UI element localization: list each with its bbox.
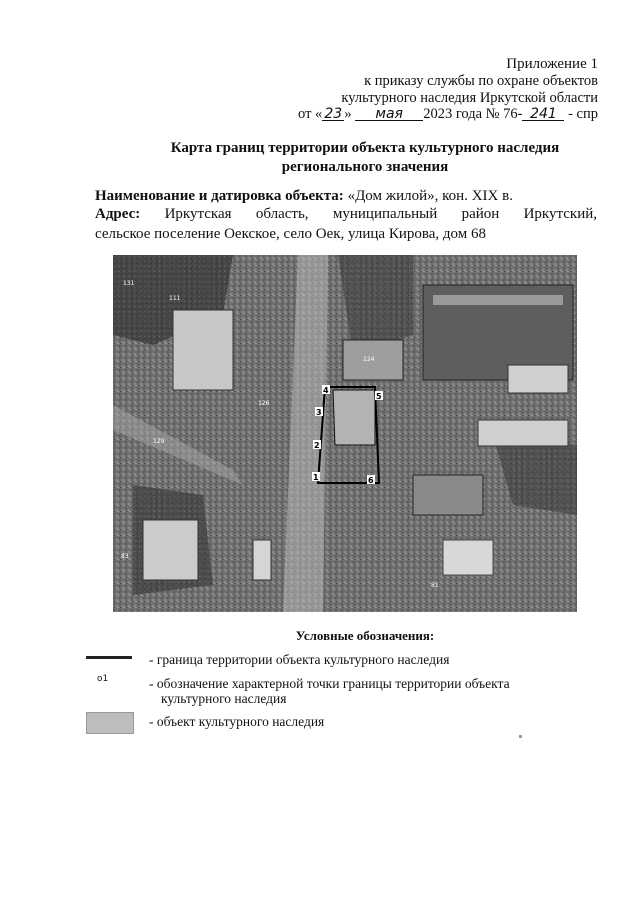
object-name-value: «Дом жилой», кон. XIX в. — [347, 188, 513, 204]
legend-object-text: - объект культурного наследия — [149, 714, 325, 729]
address-line1: Иркутская область, муниципальный район Иркутский, — [164, 206, 597, 222]
map-point-4: 4 — [323, 386, 329, 395]
map-point-2: 2 — [314, 441, 320, 450]
parcel-label: 129 — [153, 438, 165, 445]
parcel-label: 83 — [121, 553, 129, 560]
map-point-6: 6 — [368, 476, 374, 485]
parcel-label: 126 — [258, 400, 270, 407]
doc-title-line2: регионального значения — [281, 159, 449, 175]
legend-boundary-symbol — [86, 656, 132, 659]
legend-point-text-cont: культурного наследия — [161, 691, 287, 706]
order-month: мая — [355, 106, 423, 121]
aerial-map — [113, 255, 577, 612]
address-line2: сельское поселение Оекское, село Оек, улица Кирова, дом 68 — [95, 226, 486, 242]
map-point-3: 3 — [316, 408, 322, 417]
quote-close: » — [344, 106, 352, 122]
order-date-line — [298, 106, 598, 123]
object-name-label: Наименование и датировка объекта: — [95, 188, 344, 204]
map-point-1: 1 — [313, 473, 319, 482]
appendix-line3: культурного наследия Иркутской области — [341, 90, 598, 106]
order-suffix: - спр — [568, 106, 598, 122]
order-prefix: от « — [298, 106, 323, 122]
map-point-5: 5 — [376, 392, 382, 401]
doc-title-line1: Карта границ территории объекта культурного наследия — [170, 140, 560, 156]
parcel-label: 111 — [169, 295, 181, 302]
object-address-line1 — [95, 205, 597, 223]
legend-boundary-text: - граница территории объекта культурного наследия — [149, 652, 450, 667]
appendix-title: Приложение 1 — [506, 56, 598, 72]
legend-point-symbol: о1 — [97, 674, 109, 684]
map-svg — [113, 255, 577, 612]
object-name — [95, 187, 597, 205]
legend-object-symbol — [86, 712, 134, 734]
parcel-label: 81 — [431, 582, 439, 589]
parcel-label: 124 — [363, 356, 375, 363]
order-day: 23 — [322, 106, 344, 121]
parcel-label: 131 — [123, 280, 135, 287]
legend-title: Условные обозначения: — [295, 628, 435, 643]
order-number: 241 — [522, 106, 564, 121]
address-label: Адрес: — [95, 206, 141, 222]
appendix-line2: к приказу службы по охране объектов — [364, 73, 598, 89]
order-year: 2023 года № 76- — [423, 106, 523, 122]
legend-point-text: - обозначение характерной точки границы территории объекта — [149, 676, 510, 691]
scan-speck — [519, 735, 522, 738]
